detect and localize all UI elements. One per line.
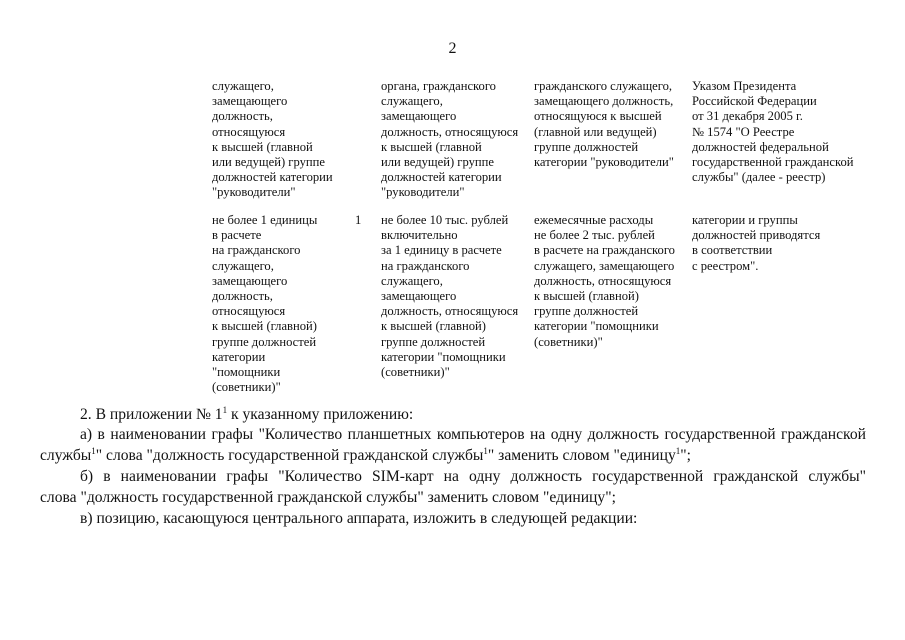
table-cell: гражданского служащего, замещающего должность, относящуюся к высшей (главной или ведущей) группе должностей категории "руководители" [534, 79, 674, 170]
table-cell: служащего, замещающего должность, относящуюся к высшей (главной или ведущей) группе должностей категории "руководители" [212, 79, 333, 200]
table-cell: Указом Президента Российской Федерации от 31 декабря 2005 г. № 1574 "О Реестре должностей федеральной государственной гражданской службы" (далее - реестр) [692, 79, 854, 185]
footnote-mark: 1 [91, 446, 96, 456]
table-cell: 1 [355, 213, 362, 227]
paragraph-text: к указанному приложению: [227, 406, 414, 423]
paragraph-text: " заменить словом "единицу [487, 447, 676, 464]
footnote-mark: 1 [222, 405, 228, 415]
paragraph: б) в наименовании графы "Количество SIM-карт на одну должность государственной гражданской службы" [80, 468, 866, 485]
paragraph: слова "должность государственной гражданской службы" заменить словом "единицу"; [40, 489, 616, 506]
paragraph: а) в наименовании графы "Количество планшетных компьютеров на одну должность государственной гражданской [80, 426, 866, 443]
table-cell: ежемесячные расходы не более 2 тыс. рублей в расчете на гражданского служащего, замещающего должность, относящуюся к высшей (главной) группе должностей категории "помощники (советники)" [534, 213, 675, 349]
paragraph-text: 2. В приложении № 1 [80, 406, 223, 423]
paragraph: в) позицию, касающуюся центрального аппарата, изложить в следующей редакции: [80, 510, 638, 527]
paragraph-text: службы [40, 447, 92, 464]
table-cell: категории и группы должностей приводятся в соответствии с реестром". [692, 213, 821, 273]
page-number: 2 [448, 40, 457, 57]
table-cell: органа, гражданского служащего, замещающего должность, относящуюся к высшей (главной или ведущей) группе должностей категории "руководители" [381, 79, 519, 200]
paragraph [40, 445, 866, 466]
table-cell: не более 10 тыс. рублей включительно за 1 единицу в расчете на гражданского служащего, замещающего должность, относящуюся к высшей (главной) группе должностей категории "помощники (советники)" [381, 213, 519, 380]
paragraph-text: " слова "должность государственной гражданской службы [95, 447, 484, 464]
paragraph-text: "; [680, 447, 691, 464]
table-cell: не более 1 единицы в расчете на гражданского служащего, замещающего должность, относящуюся к высшей (главной) группе должностей категории "помощники (советники)" [212, 213, 318, 395]
footnote-mark: 1 [483, 446, 488, 456]
paragraph [80, 404, 413, 425]
footnote-mark: 1 [675, 446, 681, 456]
